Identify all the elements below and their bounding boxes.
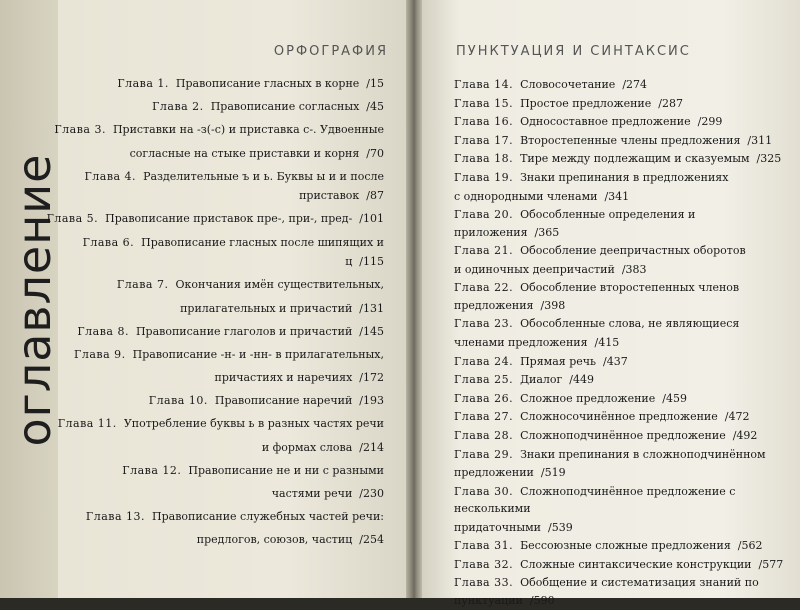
page-number: /519: [540, 466, 566, 480]
toc-line[interactable]: [44, 530, 384, 550]
chapter-number: Глава 19.: [454, 170, 514, 184]
page-number: /562: [737, 539, 763, 553]
toc-line[interactable]: [454, 408, 794, 425]
chapter-number: Глава 20.: [454, 208, 514, 222]
chapter-number: Глава 17.: [454, 133, 514, 147]
chapter-number: Глава 8.: [77, 324, 129, 338]
chapter-number: Глава 14.: [454, 78, 514, 91]
chapter-title: Правописание гласных в корне: [175, 77, 360, 90]
toc-line[interactable]: [454, 537, 794, 554]
toc-line[interactable]: [454, 483, 794, 518]
chapter-title: Сложносочинённое предложение: [520, 410, 718, 424]
chapter-title: Обособленные слова, не являющиеся: [520, 317, 740, 331]
toc-line[interactable]: [44, 209, 384, 229]
page-number: /398: [540, 298, 566, 312]
chapter-number: Глава 15.: [454, 96, 514, 110]
chapter-number: Глава 30.: [454, 484, 514, 498]
chapter-title: придаточными: [454, 520, 541, 534]
toc-line[interactable]: [454, 334, 794, 351]
section-title-orthography: ОРФОГРАФИЯ: [273, 44, 388, 59]
chapter-title: Правописание согласных: [210, 100, 360, 114]
page-number: /590: [529, 593, 555, 607]
toc-line[interactable]: [44, 368, 384, 388]
right-page: [422, 0, 800, 607]
chapter-number: Глава 25.: [454, 373, 514, 387]
page-number: /415: [594, 335, 620, 349]
page-number: /287: [658, 96, 683, 110]
page-number: /274: [622, 78, 648, 91]
page-number: /131: [359, 301, 384, 315]
toc-line[interactable]: [454, 353, 794, 370]
chapter-title: с однородными членами: [454, 189, 598, 203]
chapter-title: Правописание наречий: [214, 394, 353, 408]
toc-line[interactable]: [44, 484, 384, 504]
page-number: /230: [359, 487, 384, 500]
page-number: /365: [534, 225, 560, 239]
chapter-title: Правописание глаголов и причастий: [135, 324, 353, 338]
chapter-title: Сложноподчинённое предложение с несколькими: [454, 484, 736, 516]
page-number: /172: [359, 371, 384, 385]
chapter-number: Глава 23.: [454, 317, 514, 331]
page-number: /341: [604, 189, 630, 203]
chapter-title: Обобщение и систематизация знаний по пунктуации: [454, 576, 759, 607]
toc-list-right: [454, 76, 794, 610]
toc-line[interactable]: [454, 464, 794, 481]
page-number: /45: [366, 100, 384, 114]
chapter-number: Глава 9.: [74, 347, 126, 361]
toc-line[interactable]: [44, 345, 384, 365]
toc-line[interactable]: [454, 556, 794, 573]
chapter-number: Глава 32.: [454, 557, 514, 571]
toc-line[interactable]: [44, 97, 384, 117]
chapter-number: Глава 31.: [454, 539, 514, 553]
chapter-title: причастиях и наречиях: [214, 371, 353, 385]
chapter-number: Глава 16.: [454, 115, 514, 129]
chapter-title: Бессоюзные сложные предложения: [520, 539, 731, 553]
page-number: /214: [359, 440, 384, 454]
chapter-title: Обособление деепричастных оборотов: [520, 244, 746, 258]
toc-line[interactable]: [44, 144, 384, 164]
toc-line[interactable]: [454, 242, 794, 259]
chapter-title: Односоставное предложение: [520, 115, 691, 129]
page-number: /70: [366, 146, 384, 160]
chapter-title: Обособленные определения и приложения: [454, 208, 696, 239]
chapter-number: Глава 13.: [85, 510, 145, 524]
chapter-title: Диалог: [520, 373, 563, 387]
toc-line[interactable]: [44, 233, 384, 272]
chapter-title: частями речи: [271, 487, 353, 500]
chapter-title: Сложные синтаксические конструкции: [520, 557, 752, 571]
page-number: /145: [359, 324, 384, 338]
page-number: /15: [366, 77, 384, 90]
page-number: /472: [724, 410, 750, 424]
chapter-title: Правописание гласных после шипящих и ц: [141, 235, 384, 269]
page-number: /87: [366, 189, 384, 203]
toc-line[interactable]: [454, 95, 794, 112]
chapter-title: Приставки на -з(-с) и приставка с-. Удвоенные: [112, 123, 384, 137]
page-number: /577: [758, 557, 784, 571]
chapter-number: Глава 3.: [54, 123, 106, 137]
chapter-number: Глава 12.: [122, 463, 182, 477]
toc-line[interactable]: [454, 390, 794, 407]
chapter-title: Простое предложение: [520, 96, 652, 110]
toc-line[interactable]: [44, 74, 384, 94]
chapter-title: Сложноподчинённое предложение: [520, 428, 726, 442]
chapter-title: Словосочетание: [520, 78, 616, 91]
toc-line[interactable]: [454, 76, 794, 93]
page-number: /437: [603, 354, 628, 368]
chapter-title: прилагательных и причастий: [180, 301, 353, 315]
toc-line[interactable]: [454, 113, 794, 130]
side-title: оглавление: [7, 153, 61, 447]
toc-line[interactable]: [44, 438, 384, 458]
toc-line[interactable]: [44, 322, 384, 342]
chapter-title: Правописание -н- и -нн- в прилагательных,: [132, 347, 384, 361]
chapter-number: Глава 1.: [117, 77, 169, 90]
chapter-title: Правописание приставок пре-, при-, пред-: [105, 212, 353, 226]
toc-line[interactable]: [454, 206, 794, 241]
page-number: /539: [548, 520, 573, 534]
page-number: /459: [662, 391, 687, 405]
chapter-number: Глава 21.: [454, 244, 514, 258]
chapter-number: Глава 24.: [454, 354, 514, 368]
chapter-title: и одиночных деепричастий: [454, 262, 615, 276]
toc-line[interactable]: [44, 414, 384, 434]
page-number: /311: [747, 133, 773, 147]
page-number: /101: [359, 212, 384, 226]
toc-line[interactable]: [44, 507, 384, 527]
toc-line[interactable]: [44, 391, 384, 411]
page-number: /492: [732, 428, 758, 442]
toc-line[interactable]: [44, 299, 384, 319]
toc-line[interactable]: [454, 150, 794, 167]
toc-line[interactable]: [44, 461, 384, 481]
chapter-number: Глава 18.: [454, 152, 514, 166]
chapter-title: Тире между подлежащим и сказуемым: [520, 152, 750, 166]
page-number: /299: [697, 115, 723, 129]
chapter-title: предлогов, союзов, частиц: [196, 533, 353, 547]
chapter-number: Глава 5.: [46, 212, 99, 226]
chapter-number: Глава 33.: [454, 576, 514, 590]
chapter-title: и формах слова: [261, 440, 353, 454]
chapter-number: Глава 11.: [57, 417, 117, 431]
chapter-title: Знаки препинания в сложноподчинённом: [520, 447, 766, 461]
chapter-title: Окончания имён существительных,: [175, 278, 384, 292]
toc-line[interactable]: [454, 371, 794, 388]
chapter-number: Глава 22.: [454, 281, 514, 295]
chapter-title: Второстепенные члены предложения: [520, 133, 741, 147]
chapter-number: Глава 2.: [152, 100, 204, 114]
toc-line[interactable]: [454, 169, 794, 186]
chapter-number: Глава 6.: [82, 235, 135, 249]
chapter-title: Правописание не и ни с разными: [188, 463, 384, 477]
toc-line[interactable]: [454, 446, 794, 463]
chapter-title: Употребление буквы ь в разных частях речи: [123, 417, 384, 431]
page-number: /254: [359, 533, 384, 547]
chapter-number: Глава 4.: [84, 169, 137, 183]
page-number: /449: [569, 373, 594, 387]
toc-line[interactable]: [454, 132, 794, 149]
chapter-title: Знаки препинания в предложениях: [520, 170, 729, 184]
toc-line[interactable]: [454, 574, 794, 609]
toc-line[interactable]: [454, 315, 794, 332]
page-number: /193: [359, 394, 384, 408]
toc-line[interactable]: [44, 275, 384, 295]
toc-line[interactable]: [454, 519, 794, 536]
chapter-number: Глава 26.: [454, 391, 514, 405]
toc-line[interactable]: [454, 188, 794, 205]
chapter-number: Глава 27.: [454, 410, 514, 424]
section-title-punctuation: ПУНКТУАЦИЯ И СИНТАКСИС: [456, 44, 691, 59]
chapter-number: Глава 7.: [116, 278, 169, 292]
chapter-title: согласные на стыке приставки и корня: [129, 146, 360, 160]
toc-line[interactable]: [454, 261, 794, 278]
chapter-number: Глава 29.: [454, 447, 514, 461]
chapter-title: Правописание служебных частей речи:: [152, 510, 384, 524]
page-number: /325: [756, 152, 782, 166]
toc-line[interactable]: [44, 167, 384, 206]
toc-line[interactable]: [454, 427, 794, 444]
toc-list-left: [44, 74, 384, 554]
chapter-title: Разделительные ъ и ь. Буквы ы и и после приставок: [143, 169, 384, 203]
page-number: /115: [359, 255, 384, 269]
toc-line[interactable]: [454, 279, 794, 314]
toc-line[interactable]: [44, 120, 384, 140]
chapter-title: Прямая речь: [520, 354, 597, 368]
chapter-title: членами предложения: [454, 335, 588, 349]
chapter-number: Глава 28.: [454, 428, 514, 442]
chapter-title: предложении: [454, 466, 534, 480]
page-number: /383: [621, 262, 647, 276]
chapter-title: Сложное предложение: [520, 391, 656, 405]
chapter-number: Глава 10.: [148, 394, 208, 408]
chapter-title: Обособление второстепенных членов предложения: [454, 281, 740, 312]
